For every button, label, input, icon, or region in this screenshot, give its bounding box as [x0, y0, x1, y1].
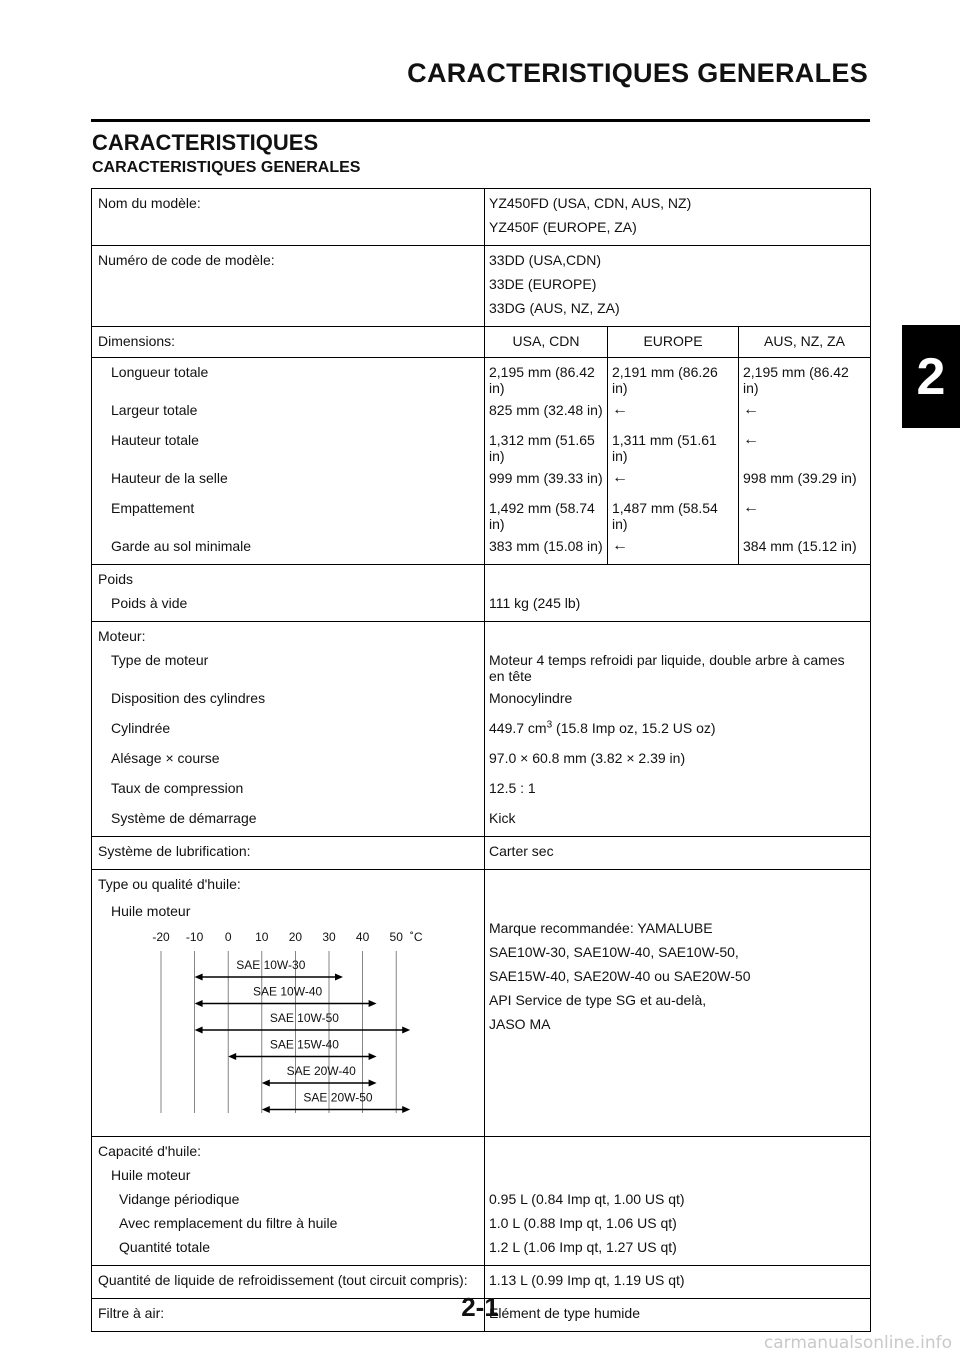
- filter-change-value: 1.0 L (0.88 Imp qt, 1.06 US qt): [485, 1215, 871, 1239]
- bore-stroke-label: Alésage × course: [92, 744, 485, 774]
- oil-line: API Service de type SG et au-delà,: [489, 992, 707, 1008]
- header-rule: [91, 119, 870, 122]
- air-filter-value: Elément de type humide: [485, 1299, 871, 1332]
- dim-col-usa: USA, CDN: [485, 327, 608, 358]
- starting-system-label: Système de démarrage: [92, 804, 485, 837]
- lubrication-value: Carter sec: [485, 837, 871, 870]
- lubrication-label: Système de lubrification:: [92, 837, 485, 870]
- cylinder-arrangement-value: Monocylindre: [485, 684, 871, 714]
- oil-range-arrow-right: [369, 1080, 377, 1087]
- total-amount-label: Quantité totale: [92, 1239, 485, 1266]
- model-name-label: Nom du modèle:: [92, 189, 485, 220]
- temp-tick-label: 30: [322, 930, 336, 944]
- table-row: [92, 744, 871, 774]
- temp-tick-label: -10: [185, 930, 204, 944]
- oil-range-arrow-right: [402, 1106, 410, 1113]
- starting-system-value: Kick: [485, 804, 871, 837]
- table-row: [92, 1167, 871, 1191]
- dim-label: Longueur totale: [92, 358, 485, 397]
- coolant-label: Quantité de liquide de refroidissement (tout circuit compris):: [92, 1266, 485, 1299]
- oil-chart-cell: [92, 900, 485, 1137]
- dry-weight-label: Poids à vide: [92, 595, 485, 622]
- table-row: [92, 622, 871, 653]
- dim-value: 2,191 mm (86.26 in): [608, 358, 739, 397]
- oil-range-arrow-right: [369, 1000, 377, 1007]
- bore-stroke-value: 97.0 × 60.8 mm (3.82 × 2.39 in): [485, 744, 871, 774]
- oil-line: SAE10W-30, SAE10W-40, SAE10W-50,: [489, 944, 739, 960]
- dim-value: 998 mm (39.29 in): [739, 464, 871, 494]
- weight-label: Poids: [92, 565, 485, 596]
- table-row: [92, 219, 871, 246]
- page-header-title: CARACTERISTIQUES GENERALES: [407, 58, 868, 88]
- dim-col-europe: EUROPE: [608, 327, 739, 358]
- displacement-value: 449.7 $cm^3$ (15.8 Imp oz, 15.2 US oz): [485, 714, 871, 744]
- dim-label: Hauteur de la selle: [92, 464, 485, 494]
- dim-col-aus: AUS, NZ, ZA: [739, 327, 871, 358]
- table-row: [92, 1215, 871, 1239]
- model-name-value-1: YZ450FD (USA, CDN, AUS, NZ): [485, 189, 871, 220]
- oil-range-label: SAE 15W-40: [269, 1037, 339, 1052]
- oil-type-label: Type ou qualité d'huile:: [92, 870, 485, 901]
- oil-range-arrow-right: [402, 1027, 410, 1034]
- table-row: [92, 396, 871, 426]
- oil-range-arrow-left: [228, 1053, 236, 1060]
- total-amount-value: 1.2 L (1.06 Imp qt, 1.27 US qt): [485, 1239, 871, 1266]
- model-code-value-2: 33DE (EUROPE): [485, 276, 871, 300]
- dim-label: Hauteur totale: [92, 426, 485, 464]
- engine-type-value: Moteur 4 temps refroidi par liquide, double arbre à cames en tête: [485, 652, 871, 684]
- oil-capacity-label: Capacité d'huile:: [92, 1137, 485, 1168]
- engine-oil-label: Huile moteur: [111, 903, 191, 919]
- dim-value: 1,492 mm (58.74 in): [485, 494, 608, 532]
- coolant-value: 1.13 L (0.99 Imp qt, 1.19 US qt): [485, 1266, 871, 1299]
- oil-capacity-engine-label: Huile moteur: [92, 1167, 485, 1191]
- filter-change-label: Avec remplacement du filtre à huile: [92, 1215, 485, 1239]
- dim-value: 999 mm (39.33 in): [485, 464, 608, 494]
- oil-viscosity-chart: [139, 927, 439, 1117]
- ditto-arrow-icon: ←: [739, 494, 871, 532]
- temp-tick-label: 10: [255, 930, 269, 944]
- oil-range-arrow-right: [335, 974, 343, 981]
- model-code-value-3: 33DG (AUS, NZ, ZA): [485, 300, 871, 327]
- watermark: carmanualsonline.info: [763, 1333, 952, 1353]
- periodic-change-label: Vidange périodique: [92, 1191, 485, 1215]
- periodic-change-value: 0.95 L (0.84 Imp qt, 1.00 US qt): [485, 1191, 871, 1215]
- ditto-arrow-icon: ←: [739, 426, 871, 464]
- table-row: [92, 300, 871, 327]
- page-number: 2-1: [461, 1292, 499, 1322]
- table-row: [92, 494, 871, 532]
- table-row: [92, 900, 871, 1137]
- engine-type-label: Type de moteur: [92, 652, 485, 684]
- ditto-arrow-icon: ←: [608, 532, 739, 565]
- dry-weight-value: 111 kg (245 lb): [485, 595, 871, 622]
- temp-unit-label: ˚C: [409, 930, 423, 944]
- dim-value: 2,195 mm (86.42 in): [739, 358, 871, 397]
- table-row: [92, 1239, 871, 1266]
- temp-tick-label: -20: [152, 930, 170, 944]
- dim-label: Empattement: [92, 494, 485, 532]
- oil-range-label: SAE 20W-40: [286, 1064, 356, 1078]
- table-row: [92, 426, 871, 464]
- table-row: [92, 804, 871, 837]
- compression-value: 12.5 : 1: [485, 774, 871, 804]
- table-row: [92, 189, 871, 220]
- table-row: [92, 532, 871, 565]
- model-code-value-1: 33DD (USA,CDN): [485, 246, 871, 277]
- dimensions-label: Dimensions:: [92, 327, 485, 358]
- oil-range-arrow-left: [195, 1027, 203, 1034]
- oil-range-label: SAE 10W-40: [253, 984, 323, 999]
- oil-range-label: SAE 10W-50: [269, 1011, 339, 1025]
- table-row: [92, 1137, 871, 1168]
- table-row: [92, 327, 871, 358]
- chapter-tab: 2: [902, 325, 960, 428]
- temp-tick-label: 40: [355, 930, 370, 944]
- compression-label: Taux de compression: [92, 774, 485, 804]
- table-row: [92, 595, 871, 622]
- ditto-arrow-icon: ←: [608, 396, 739, 426]
- table-row: [92, 464, 871, 494]
- oil-range-arrow-right: [369, 1053, 377, 1060]
- spec-table: [91, 188, 871, 1332]
- oil-line: Marque recommandée: YAMALUBE: [489, 920, 713, 936]
- oil-range-label: SAE 20W-50: [303, 1090, 373, 1105]
- table-row: [92, 652, 871, 684]
- ditto-arrow-icon: ←: [608, 464, 739, 494]
- temp-tick-label: 0: [224, 930, 232, 944]
- table-row: [92, 246, 871, 277]
- dim-label: Largeur totale: [92, 396, 485, 426]
- temp-tick-label: 50: [389, 930, 403, 944]
- dim-value: 1,487 mm (58.54 in): [608, 494, 739, 532]
- oil-line: SAE15W-40, SAE20W-40 ou SAE20W-50: [489, 968, 751, 984]
- oil-range-arrow-left: [262, 1106, 270, 1113]
- section-title: CARACTERISTIQUES: [92, 130, 319, 155]
- oil-range-arrow-left: [262, 1080, 270, 1087]
- oil-range-label: SAE 10W-30: [236, 958, 306, 972]
- dim-value: 1,312 mm (51.65 in): [485, 426, 608, 464]
- engine-label: Moteur:: [92, 622, 485, 653]
- displacement-label: Cylindrée: [92, 714, 485, 744]
- table-row: [92, 870, 871, 901]
- model-name-value-2: YZ450F (EUROPE, ZA): [485, 219, 871, 246]
- oil-line: JASO MA: [489, 1016, 551, 1032]
- dim-value: 825 mm (32.48 in): [485, 396, 608, 426]
- model-code-label: Numéro de code de modèle:: [92, 246, 485, 277]
- table-row: [92, 565, 871, 596]
- oil-range-arrow-left: [195, 1000, 203, 1007]
- dim-value: 383 mm (15.08 in): [485, 532, 608, 565]
- temp-tick-label: 20: [288, 930, 303, 944]
- air-filter-label: Filtre à air:: [92, 1299, 485, 1332]
- table-row: [92, 1191, 871, 1215]
- oil-recommendation-cell: [485, 900, 871, 1137]
- dim-value: 2,195 mm (86.42 in): [485, 358, 608, 397]
- table-row: [92, 684, 871, 714]
- dim-value: 384 mm (15.12 in): [739, 532, 871, 565]
- dim-value: 1,311 mm (51.61 in): [608, 426, 739, 464]
- table-row: [92, 358, 871, 397]
- table-row: [92, 714, 871, 744]
- table-row: [92, 276, 871, 300]
- dim-label: Garde au sol minimale: [92, 532, 485, 565]
- cylinder-arrangement-label: Disposition des cylindres: [92, 684, 485, 714]
- oil-range-arrow-left: [195, 974, 203, 981]
- table-row: [92, 774, 871, 804]
- sub-section-title: CARACTERISTIQUES GENERALES: [92, 159, 361, 176]
- ditto-arrow-icon: ←: [739, 396, 871, 426]
- table-row: [92, 837, 871, 870]
